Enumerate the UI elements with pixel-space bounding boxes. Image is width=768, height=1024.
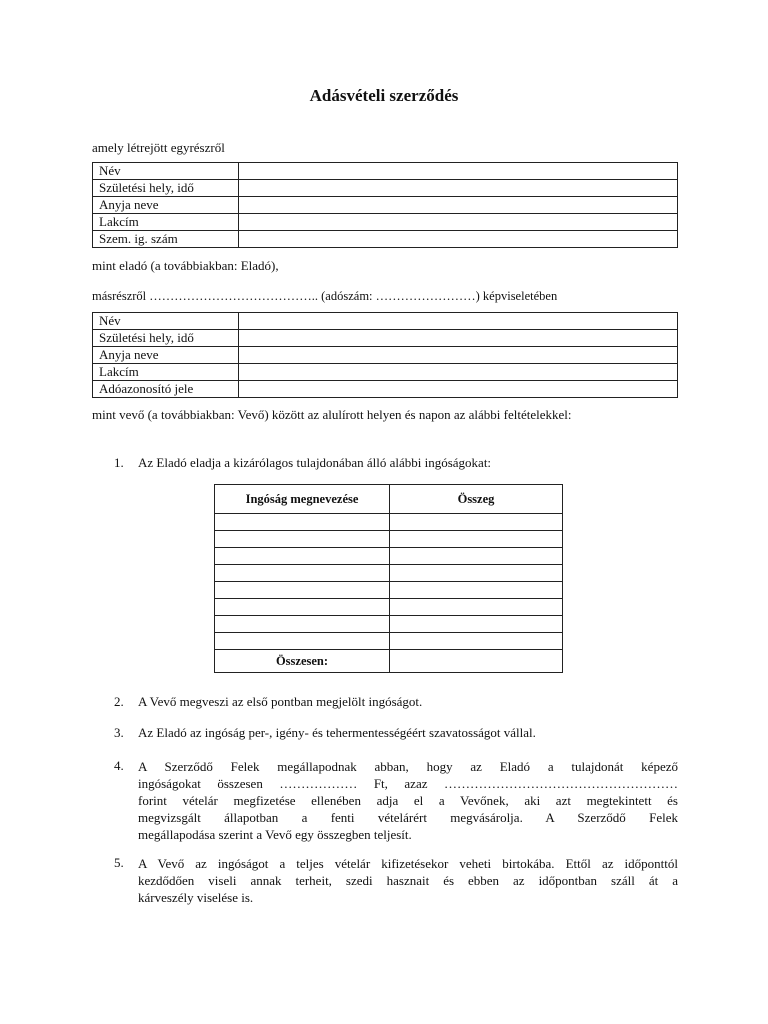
table-row <box>215 599 563 616</box>
item-name-cell[interactable] <box>215 633 390 650</box>
clause-line: A Vevő az ingóságot a teljes vételár kifizetésekor veheti birtokába. Ettől az időponttól <box>138 856 678 871</box>
table-row <box>215 582 563 599</box>
clause-paragraph <box>138 758 678 843</box>
item-name-cell[interactable] <box>215 616 390 633</box>
seller-field-value[interactable] <box>239 163 678 180</box>
items-table <box>214 484 563 673</box>
table-row <box>93 347 678 364</box>
clause-line: A Szerződő Felek megállapodnak abban, hogy az Eladó a tulajdonát képező <box>138 759 678 774</box>
table-row <box>93 381 678 398</box>
table-row <box>93 197 678 214</box>
buyer-field-value[interactable] <box>239 381 678 398</box>
intro-text: amely létrejött egyrészről <box>92 140 225 155</box>
table-row <box>93 313 678 330</box>
table-row <box>215 633 563 650</box>
buyer-table <box>92 312 678 398</box>
item-amount-cell[interactable] <box>390 616 563 633</box>
clause-line: megállapodása szerint a Vevő egy összegben teljesít. <box>138 827 412 842</box>
clause-line: kárveszély viselése is. <box>138 890 254 905</box>
seller-field-label: Anyja neve <box>93 197 239 214</box>
item-name-cell[interactable] <box>215 548 390 565</box>
table-row <box>215 616 563 633</box>
column-header-amount: Összeg <box>390 485 563 514</box>
seller-field-value[interactable] <box>239 231 678 248</box>
total-amount-cell[interactable] <box>390 650 563 673</box>
clause-line: megvizsgált állapotban a fenti vételárért megvásárolja. A Szerződő Felek <box>138 810 678 825</box>
item-amount-cell[interactable] <box>390 599 563 616</box>
buyer-field-label: Születési hely, idő <box>93 330 239 347</box>
clause-number: 4. <box>114 758 124 773</box>
table-row <box>93 231 678 248</box>
item-name-cell[interactable] <box>215 514 390 531</box>
page-title: Adásvételi szerződés <box>309 86 459 105</box>
seller-field-value[interactable] <box>239 197 678 214</box>
table-row <box>215 565 563 582</box>
seller-role-text: mint eladó (a továbbiakban: Eladó), <box>92 258 279 273</box>
clause-text: A Vevő megveszi az első pontban megjelölt ingóságot. <box>138 694 423 709</box>
buyer-field-value[interactable] <box>239 313 678 330</box>
buyer-field-label: Név <box>93 313 239 330</box>
buyer-role-text: mint vevő (a továbbiakban: Vevő) között az alulírott helyen és napon az alábbi feltételekkel: <box>92 407 572 422</box>
table-row <box>93 214 678 231</box>
clause-line: forint vételár megfizetése ellenében adja el a Vevőnek, aki azt megtekintett és <box>138 793 678 808</box>
total-row <box>215 650 563 673</box>
clause-number: 3. <box>114 725 124 740</box>
item-amount-cell[interactable] <box>390 633 563 650</box>
buyer-field-label: Anyja neve <box>93 347 239 364</box>
clause-text: Az Eladó eladja a kizárólagos tulajdonában álló alábbi ingóságokat: <box>138 455 492 470</box>
item-amount-cell[interactable] <box>390 548 563 565</box>
buyer-field-label: Adóazonosító jele <box>93 381 239 398</box>
seller-field-label: Név <box>93 163 239 180</box>
item-amount-cell[interactable] <box>390 514 563 531</box>
seller-field-label: Lakcím <box>93 214 239 231</box>
item-name-cell[interactable] <box>215 565 390 582</box>
seller-field-value[interactable] <box>239 180 678 197</box>
seller-table <box>92 162 678 248</box>
table-row <box>93 330 678 347</box>
table-row <box>93 163 678 180</box>
item-name-cell[interactable] <box>215 531 390 548</box>
total-label: Összesen: <box>215 650 390 673</box>
other-party-text: másrészről ………………………………….. (adószám: ……………………) képviseletében <box>92 289 558 303</box>
clause-line: ingóságokat összesen ……………… Ft, azaz ……………………………………………… <box>138 776 678 791</box>
clause-number: 5. <box>114 855 124 870</box>
table-row <box>215 531 563 548</box>
table-row <box>93 180 678 197</box>
column-header-item: Ingóság megnevezése <box>215 485 390 514</box>
buyer-field-value[interactable] <box>239 330 678 347</box>
clause-text: Az Eladó az ingóság per-, igény- és tehermentességéért szavatosságot vállal. <box>138 725 536 740</box>
table-row <box>93 364 678 381</box>
table-header-row <box>215 485 563 514</box>
clause-line: kezdődően viseli annak terheit, szedi hasznait és ebben az időpontban száll át a <box>138 873 678 888</box>
seller-field-value[interactable] <box>239 214 678 231</box>
clause-number: 1. <box>114 455 124 470</box>
item-amount-cell[interactable] <box>390 565 563 582</box>
seller-field-label: Születési hely, idő <box>93 180 239 197</box>
clause-paragraph <box>138 855 678 906</box>
table-row <box>215 548 563 565</box>
item-amount-cell[interactable] <box>390 531 563 548</box>
item-name-cell[interactable] <box>215 582 390 599</box>
buyer-field-label: Lakcím <box>93 364 239 381</box>
buyer-field-value[interactable] <box>239 347 678 364</box>
item-name-cell[interactable] <box>215 599 390 616</box>
buyer-field-value[interactable] <box>239 364 678 381</box>
clause-number: 2. <box>114 694 124 709</box>
item-amount-cell[interactable] <box>390 582 563 599</box>
table-row <box>215 514 563 531</box>
seller-field-label: Szem. ig. szám <box>93 231 239 248</box>
